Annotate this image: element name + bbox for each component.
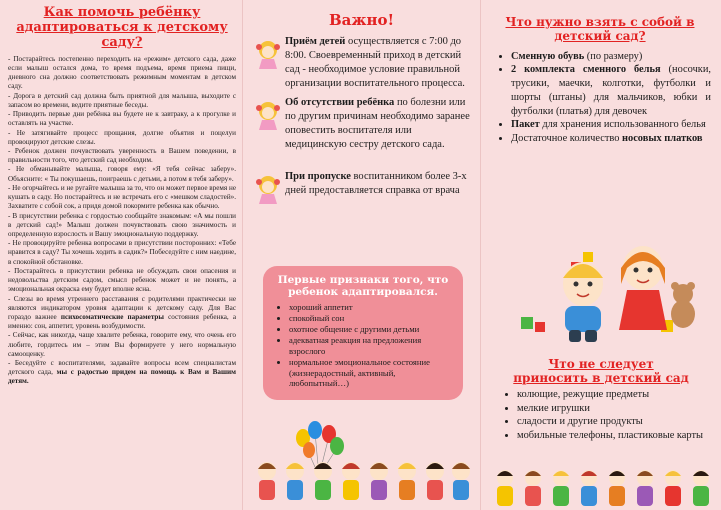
- tip-paragraph: - Постарайтесь постепенно переходить на «режим» детского сада, даже если малыш остался дома, то время подъема, время приема пищи, дневного сна должно соответствовать режимным моментам в детском саду.: [8, 54, 236, 91]
- tip-paragraph: - Сейчас, как никогда, чаще хвалите ребенка, говорите ему, что очень его любите, гордитесь им – этим Вы формируете у него нормальную самооценку.: [8, 331, 236, 358]
- tip-paragraph: - Не огорчайтесь и не ругайте малыша за то, что он может первое время не кушать в саду. Но постарайтесь и не встречать его с «мешком сладостей». Захватите с собой сок, а придя домой покормите ребенка как обычно.: [8, 183, 236, 211]
- list-item: • хороший аппетит: [289, 302, 455, 313]
- important-body: осуществляется с 7:00 до 8:00. Своевременный приход в детский сад - необходимое условие правильной организации воспитательного процесса.: [285, 36, 465, 90]
- item-text: (по размеру): [584, 50, 643, 62]
- adaptation-title: Как помочь ребёнку адаптироваться к детскому саду?: [16, 5, 228, 50]
- tip-text: - Слезы во время утреннего расставания с родителями практически не являются индикатором уровня адаптации к детскому саду. Для Вас гораздо важнее: [8, 294, 236, 321]
- item-text: для хранения использованного белья: [539, 119, 706, 131]
- important-text: [285, 170, 474, 198]
- list-item: [511, 118, 711, 132]
- tip-bold: психосоматические параметры: [60, 312, 164, 321]
- item-text: (носочки, трусики, маечки, колготки, футболки и шорты (штаны) для мальчиков, юбки и футболки (платья) для девочек: [511, 64, 711, 117]
- list-item: [511, 63, 711, 118]
- important-block: [249, 35, 474, 91]
- important-bold: При пропуске: [285, 170, 351, 182]
- tip-paragraph: - В присутствии ребенка с гордостью сообщайте знакомым: «А мы пошли в детский сад!» Малыш должен почувствовать свою значимость и определенную взрослость и Вашу эмоциональную поддержку.: [8, 211, 236, 238]
- what-to-bring-list: [489, 50, 711, 146]
- do-not-bring-title: Что не следует приносить в детский сад: [513, 357, 689, 385]
- item-bold: Сменную обувь: [511, 50, 585, 62]
- list-item: • мобильные телефоны, пластиковые карты: [517, 429, 721, 443]
- girl-icon: [255, 174, 281, 204]
- tip-paragraph: - Приводить первые дни ребёнка вы будете не к завтраку, а к прогулке и оставлять на участке.: [8, 110, 236, 128]
- important-bold: Приём детей: [285, 36, 346, 48]
- right-column: [481, 0, 721, 510]
- adaptation-signs-box: [263, 266, 463, 400]
- girl-icon: [255, 100, 281, 130]
- tip-paragraph: [8, 295, 236, 332]
- list-item: • мелкие игрушки: [517, 402, 721, 416]
- tip-bold: мы с радостью придем на помощь к Вам и Вашим детям.: [8, 368, 236, 386]
- tip-text: - Беседуйте с воспитателями, задавайте вопросы всем специалистам детского сада,: [8, 359, 236, 377]
- tip-paragraph: [8, 359, 236, 387]
- important-body: воспитанником более 3-х дней предоставляется справка от врача: [285, 170, 467, 196]
- item-bold: 2 комплекта сменного белья: [511, 64, 661, 76]
- tip-paragraph: - Дорога в детский сад должна быть приятной для малыша, выходите с запасом во времени, ведите приятные беседы.: [8, 91, 236, 109]
- tip-paragraph: - Ребенок должен почувствовать уверенность в Вашем поведении, в правильности того, что детский сад необходим.: [8, 147, 236, 165]
- list-item: • нормальное эмоциональное состояние (жизнерадостный, активный, любопытный…): [289, 357, 455, 390]
- item-bold: Пакет: [511, 119, 540, 131]
- tip-text: состояния ребенка, а именно: сон, аппетит, уровень возбудимости.: [8, 312, 236, 331]
- middle-column: [243, 0, 481, 510]
- important-title: Важно!: [328, 11, 395, 29]
- what-to-bring-title: Что нужно взять с собой в детский сад?: [505, 15, 695, 43]
- tip-paragraph: - Не провоцируйте ребенка вопросами в присутствии посторонних: «Тебе нравится в саду? Ты хочешь ходить в садик?» Побеседуйте с ним наедине, в спокойной обстановке.: [8, 239, 236, 266]
- list-item: • сладости и другие продукты: [517, 415, 721, 429]
- signs-title: Первые признаки того, что ребенок адаптировался.: [277, 274, 449, 299]
- kids-illustration: [491, 466, 716, 508]
- important-block: [249, 170, 474, 204]
- item-bold: носовых платков: [622, 133, 703, 144]
- kids-illustration: [253, 455, 473, 505]
- item-text: Достаточное количество: [511, 133, 623, 144]
- important-text: [285, 96, 474, 152]
- tip-paragraph: - Не обманывайте малыша, говоря ему: «Я тебя сейчас заберу». Объясните: « Ты покушаешь, поиграешь с детьми, а потом я тебя заберу».: [8, 165, 236, 183]
- list-item: [511, 50, 711, 64]
- important-body: по болезни или по другим причинам необходимо заранее оповестить воспитателя или медицинскую сестру детского сада.: [285, 96, 470, 150]
- list-item: • адекватная реакция на предложения взрослого: [289, 335, 455, 357]
- tip-paragraph: - Постарайтесь в присутствии ребенка не обсуждать свои опасения и недовольства детским садом, смысл ребенок может и не понять, а эмоциональная окраска ему будет вполне ясна.: [8, 266, 236, 294]
- tip-paragraph: - Не затягивайте процесс прощания, долгие объятия и поцелуи провоцируют детские слезы.: [8, 128, 236, 146]
- signs-list: [271, 302, 455, 389]
- list-item: • колющие, режущие предметы: [517, 388, 721, 402]
- girl-icon: [255, 39, 281, 69]
- do-not-bring-list: [495, 388, 721, 443]
- list-item: [511, 132, 711, 146]
- list-item: • охотное общение с другими детьми: [289, 324, 455, 335]
- left-column: [0, 0, 243, 510]
- important-text: [285, 35, 474, 91]
- important-bold: Об отсутствии ребёнка: [285, 96, 395, 108]
- adaptation-tips: [8, 55, 236, 387]
- important-block: [249, 96, 474, 152]
- children-playing-illustration: [511, 222, 711, 347]
- list-item: • спокойный сон: [289, 313, 455, 324]
